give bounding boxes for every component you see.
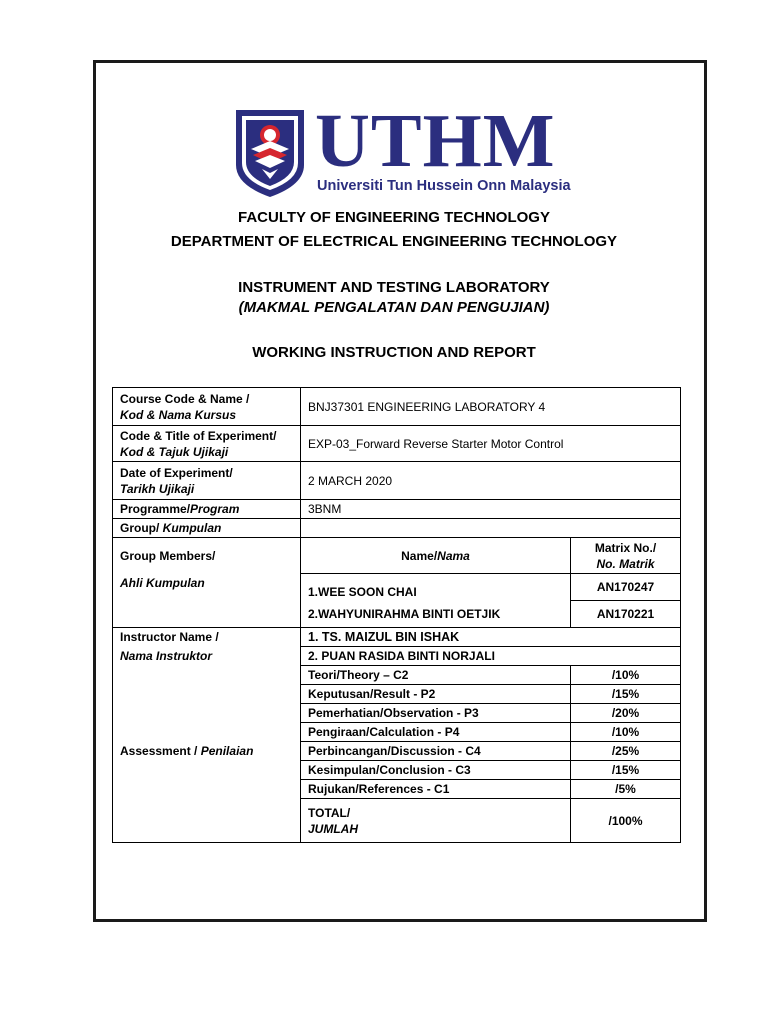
total-mark: /100% <box>571 799 681 843</box>
group-row <box>113 519 681 538</box>
instructor-label-malay: Nama Instruktor <box>113 647 301 666</box>
members-label-malay: Ahli Kumpulan <box>113 574 301 601</box>
assessment-label: Assessment / <box>120 744 201 758</box>
instructor-label: Instructor Name / <box>113 628 301 647</box>
course-label: Course Code & Name / <box>120 391 250 406</box>
course-value: BNJ37301 ENGINEERING LABORATORY 4 <box>301 388 681 426</box>
assessment-label-cell <box>113 742 301 761</box>
lab-heading-malay: (MAKMAL PENGALATAN DAN PENGUJIAN) <box>238 299 550 316</box>
assessment-mark-7: /5% <box>571 780 681 799</box>
assessment-mark-4: /10% <box>571 723 681 742</box>
assessment-label-spacer <box>113 723 301 742</box>
matrix-header: Matrix No./ <box>594 540 657 555</box>
programme-label-cell <box>113 500 301 519</box>
assessment-mark-3: /20% <box>571 704 681 723</box>
programme-label-malay: Program <box>190 502 240 516</box>
course-label-cell <box>113 388 301 426</box>
faculty-heading: FACULTY OF ENGINEERING TECHNOLOGY <box>238 209 550 226</box>
member-name-1: 1.WEE SOON CHAI <box>301 574 571 601</box>
assessment-row-7 <box>113 780 681 799</box>
experiment-row <box>113 426 681 462</box>
instructor-name-2: 2. PUAN RASIDA BINTI NORJALI <box>301 647 681 666</box>
members-header-row <box>113 538 681 574</box>
programme-value: 3BNM <box>301 500 681 519</box>
experiment-label-malay: Kod & Tajuk Ujikaji <box>120 444 229 459</box>
assessment-label-spacer <box>113 685 301 704</box>
group-label-cell <box>113 519 301 538</box>
crest-icon <box>233 107 307 199</box>
instructor-row-1 <box>113 628 681 647</box>
assessment-label-spacer <box>113 666 301 685</box>
instructor-row-2 <box>113 647 681 666</box>
programme-row <box>113 500 681 519</box>
programme-label: Programme/ <box>120 502 191 516</box>
assessment-label-spacer <box>113 704 301 723</box>
date-label-malay: Tarikh Ujikaji <box>120 481 195 496</box>
assessment-criteria-1: Teori/Theory – C2 <box>301 666 571 685</box>
report-cover-table <box>112 387 681 843</box>
course-label-malay: Kod & Nama Kursus <box>120 407 237 422</box>
assessment-label-malay: Penilaian <box>200 744 254 758</box>
total-label-malay: JUMLAH <box>308 821 358 836</box>
date-label-cell <box>113 462 301 500</box>
logo-subtitle: Universiti Tun Hussein Onn Malaysia <box>317 178 571 194</box>
department-heading: DEPARTMENT OF ELECTRICAL ENGINEERING TECHNOLOGY <box>170 233 618 250</box>
total-label-spacer <box>113 799 301 843</box>
assessment-criteria-7: Rujukan/References - C1 <box>301 780 571 799</box>
group-label-malay: Kumpulan <box>162 521 222 535</box>
assessment-label-spacer <box>113 761 301 780</box>
member-row-1 <box>113 574 681 601</box>
assessment-criteria-4: Pengiraan/Calculation - P4 <box>301 723 571 742</box>
assessment-mark-5: /25% <box>571 742 681 761</box>
experiment-value: EXP-03_Forward Reverse Starter Motor Control <box>301 426 681 462</box>
assessment-row-1 <box>113 666 681 685</box>
total-label: TOTAL/ <box>308 805 351 820</box>
assessment-criteria-3: Pemerhatian/Observation - P3 <box>301 704 571 723</box>
assessment-criteria-6: Kesimpulan/Conclusion - C3 <box>301 761 571 780</box>
group-value <box>301 519 681 538</box>
logo-wordmark: UTHM <box>315 99 556 183</box>
member-row-2 <box>113 601 681 628</box>
assessment-label-spacer <box>113 780 301 799</box>
instructor-name-1: 1. TS. MAIZUL BIN ISHAK <box>301 628 681 647</box>
matrix-column-header <box>571 538 681 574</box>
date-value: 2 MARCH 2020 <box>301 462 681 500</box>
course-row <box>113 388 681 426</box>
matrix-header-malay: No. Matrik <box>596 556 655 571</box>
date-label: Date of Experiment/ <box>120 465 233 480</box>
experiment-label: Code & Title of Experiment/ <box>120 428 277 443</box>
member-name-2: 2.WAHYUNIRAHMA BINTI OETJIK <box>301 601 571 628</box>
uthm-logo <box>233 99 571 201</box>
members-blank-cell <box>113 601 301 628</box>
assessment-row-5 <box>113 742 681 761</box>
assessment-row-2 <box>113 685 681 704</box>
assessment-mark-1: /10% <box>571 666 681 685</box>
lab-heading: INSTRUMENT AND TESTING LABORATORY <box>238 279 550 296</box>
document-title: WORKING INSTRUCTION AND REPORT <box>252 344 536 361</box>
assessment-criteria-5: Perbincangan/Discussion - C4 <box>301 742 571 761</box>
name-header-malay: Nama <box>437 548 470 563</box>
group-label: Group/ <box>120 521 163 535</box>
member-matrix-1: AN170247 <box>571 574 681 601</box>
total-row <box>113 799 681 843</box>
name-column-header <box>301 538 571 574</box>
assessment-mark-2: /15% <box>571 685 681 704</box>
assessment-row-3 <box>113 704 681 723</box>
experiment-label-cell <box>113 426 301 462</box>
total-label-cell <box>301 799 571 843</box>
date-row <box>113 462 681 500</box>
assessment-row-6 <box>113 761 681 780</box>
member-matrix-2: AN170221 <box>571 601 681 628</box>
name-header: Name/ <box>401 548 438 563</box>
assessment-criteria-2: Keputusan/Result - P2 <box>301 685 571 704</box>
assessment-mark-6: /15% <box>571 761 681 780</box>
members-label: Group Members/ <box>113 538 301 574</box>
assessment-row-4 <box>113 723 681 742</box>
